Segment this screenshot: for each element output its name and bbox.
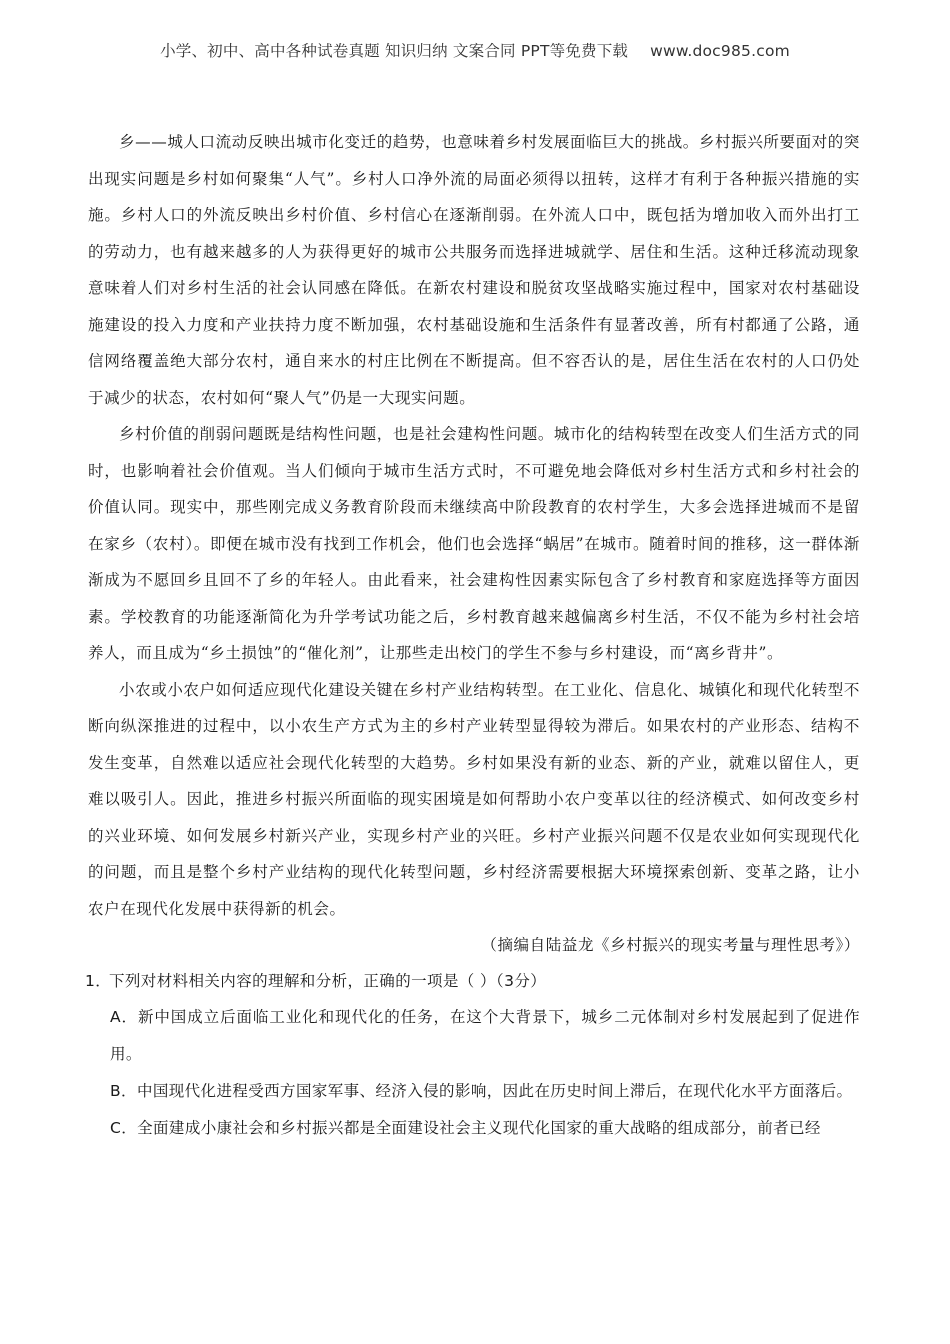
page-header [0,39,950,61]
article-source: （摘编自陆益龙《乡村振兴的现实考量与理性思考》） [481,936,860,954]
article-paragraph-2: 乡村价值的削弱问题既是结构性问题，也是社会建构性问题。城市化的结构转型在改变人们生活方式的同时，也影响着社会价值观。当人们倾向于城市生活方式时，不可避免地会降低对乡村生活方式和乡村社会的价值认同。现实中，那些刚完成义务教育阶段而未继续高中阶段教育的农村学生，大多会选择进城而不是留在家乡（农村）。即便在城市没有找到工作机会，他们也会选择“蜗居”在城市。随着时间的推移，这一群体渐渐成为不愿回乡且回不了乡的年轻人。由此看来，社会建构性因素实际包含了乡村教育和家庭选择等方面因素。学校教育的功能逐渐简化为升学考试功能之后，乡村教育越来越偏离乡村生活，不仅不能为乡村社会培养人，而且成为“乡土损蚀”的“催化剂”，让那些走出校门的学生不参与乡村建设，而“离乡背井”。 [88,425,860,662]
option-label: A． [110,1008,138,1026]
document-body [85,124,860,1147]
option-label: C． [110,1119,138,1137]
option-label: B． [110,1082,137,1100]
option-a [88,999,860,1073]
option-b [88,1073,860,1110]
question-stem: 下列对材料相关内容的理解和分析，正确的一项是（ ）（3分） [109,972,547,990]
header-site-link[interactable]: www.doc985.com [650,42,790,60]
header-text: 小学、初中、高中各种试卷真题 知识归纳 文案合同 PPT等免费下载 [160,42,629,60]
option-text: 新中国成立后面临工业化和现代化的任务，在这个大背景下，城乡二元体制对乡村发展起到了促进作用。 [110,1008,860,1063]
question-number: 1． [85,972,112,990]
option-text: 中国现代化进程受西方国家军事、经济入侵的影响，因此在历史时间上滞后，在现代化水平方面落后。 [136,1082,853,1100]
article-paragraph-1: 乡——城人口流动反映出城市化变迁的趋势，也意味着乡村发展面临巨大的挑战。乡村振兴所要面对的突出现实问题是乡村如何聚集“人气”。乡村人口净外流的局面必须得以扭转，这样才有利于各种振兴措施的实施。乡村人口的外流反映出乡村价值、乡村信心在逐渐削弱。在外流人口中，既包括为增加收入而外出打工的劳动力，也有越来越多的人为获得更好的城市公共服务而选择进城就学、居住和生活。这种迁移流动现象意味着人们对乡村生活的社会认同感在降低。在新农村建设和脱贫攻坚战略实施过程中，国家对农村基础设施建设的投入力度和产业扶持力度不断加强，农村基础设施和生活条件有显著改善，所有村都通了公路，通信网络覆盖绝大部分农村，通自来水的村庄比例在不断提高。但不容否认的是，居住生活在农村的人口仍处于减少的状态，农村如何“聚人气”仍是一大现实问题。 [88,133,860,407]
option-text: 全面建成小康社会和乡村振兴都是全面建设社会主义现代化国家的重大战略的组成部分，前者已经 [137,1119,821,1137]
option-c [88,1110,860,1147]
question-1 [85,963,860,999]
article-paragraph-3: 小农或小农户如何适应现代化建设关键在乡村产业结构转型。在工业化、信息化、城镇化和现代化转型不断向纵深推进的过程中，以小农生产方式为主的乡村产业转型显得较为滞后。如果农村的产业形态、结构不发生变革，自然难以适应社会现代化转型的大趋势。乡村如果没有新的业态、新的产业，就难以留住人，更难以吸引人。因此，推进乡村振兴所面临的现实困境是如何帮助小农户变革以往的经济模式、如何改变乡村的兴业环境、如何发展乡村新兴产业，实现乡村产业的兴旺。乡村产业振兴问题不仅是农业如何实现现代化的问题，而且是整个乡村产业结构的现代化转型问题，乡村经济需要根据大环境探索创新、变革之路，让小农户在现代化发展中获得新的机会。 [88,680,860,918]
